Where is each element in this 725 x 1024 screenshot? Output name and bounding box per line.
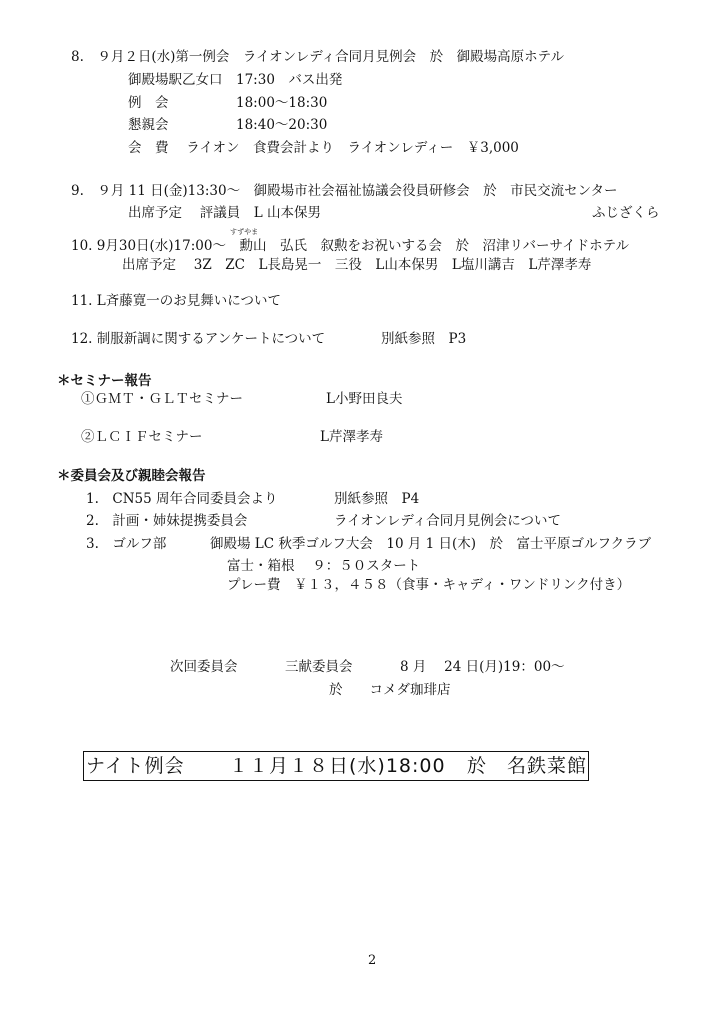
seminar-row-2-label: ②ＬＣＩＦセミナー [81,429,203,445]
item-9-venue-room: ふじざくら [592,205,660,221]
page-number: 2 [368,953,377,968]
item-9-attendees: 出席予定 評議員 L 山本保男 [128,205,322,221]
seminar-section-title: ＊セミナー報告 [57,373,152,389]
committee-row-2-note: ライオンレディ合同月見例会について [334,513,562,529]
committee-row-3-play-fee: プレー費 ￥１３，４５８（食事・キャディ・ワンドリンク付き） [227,577,631,593]
item-12-note: 別紙参照 P3 [381,331,467,347]
night-meeting-venue: 於 名鉄菜館 [467,755,588,777]
item-10-heading: 10. 9月30日(水)17:00〜 勳山 弘氏 叙勲をお祝いする会 於 沼津リバーサイドホテル [71,238,629,254]
committee-section-title: ＊委員会及び親睦会報告 [57,468,206,484]
item-12-heading: 12. 制服新調に関するアンケートについて [71,331,326,347]
committee-row-2-label: 2. 計画・姉妹提携委員会 [86,513,248,529]
seminar-row-1-label: ①ＧＭＴ・ＧＬＴセミナー [81,391,243,407]
item-11-heading: 11. L斉藤寛一のお見舞いについて [71,293,281,309]
item-8-social-gathering-time: 懇親会 18:40〜20:30 [128,117,328,133]
item-8-regular-meeting-time: 例 会 18:00〜18:30 [128,95,328,111]
seminar-row-2-person: L芹澤孝寿 [320,429,383,445]
next-meeting-datetime: 8 月 24 日(月)19：00〜 [400,659,565,675]
night-meeting-label: ナイト例会 [86,755,185,777]
item-8-heading: 8. ９月２日(水)第一例会 ライオンレディ合同月見例会 於 御殿場高原ホテル [71,49,565,65]
item-8-bus-departure: 御殿場駅乙女口 17:30 バス出発 [128,72,343,88]
item-9-heading: 9. ９月 11 日(金)13:30〜 御殿場市社会福祉協議会役員研修会 於 市民交流センター [71,183,618,199]
night-meeting-datetime: １１月１８日(水)18:00 [229,755,446,777]
next-meeting-label: 次回委員会 [170,659,238,675]
committee-row-1-label: 1. CN55 周年合同委員会より [86,491,278,507]
committee-row-3-start-time: 富士・箱根 ９：５０スタート [227,558,421,574]
next-meeting-name: 三献委員会 [285,659,353,675]
item-10-attendees: 出席予定 3Z ZC L長島晃一 三役 L山本保男 L塩川講吉 L芹澤孝寿 [122,257,592,273]
next-meeting-venue: 於 コメダ珈琲店 [329,682,451,698]
committee-row-1-note: 別紙参照 P4 [334,491,420,507]
committee-row-3-label: 3. ゴルフ部 [86,536,167,552]
seminar-row-1-person: L小野田良夫 [326,391,403,407]
item-10-ruby: すずやま [230,228,259,236]
committee-row-3-note: 御殿場 LC 秋季ゴルフ大会 10 月 1 日(木) 於 富士平原ゴルフクラブ [210,536,652,552]
item-8-fee: 会 費 ライオン 食費会計より ライオンレディー ￥3,000 [128,140,519,156]
